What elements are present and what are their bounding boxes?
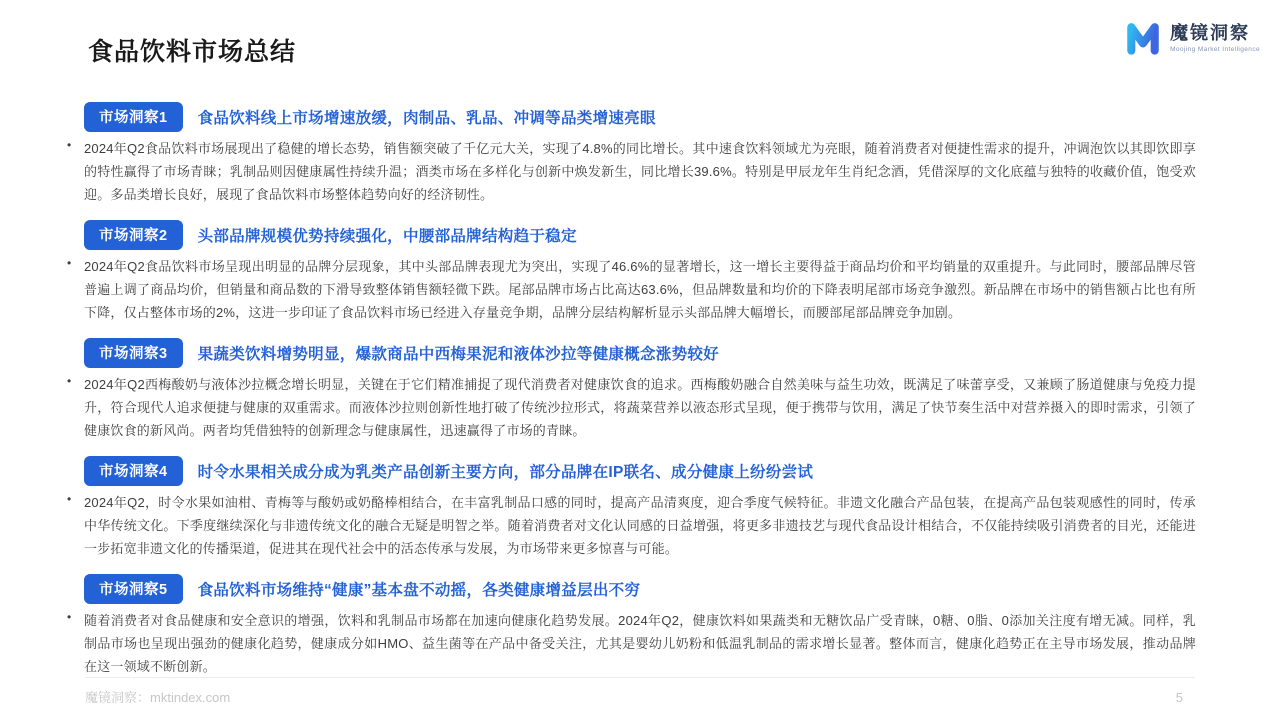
insight-paragraph: 2024年Q2西梅酸奶与液体沙拉概念增长明显，关键在于它们精准捕捉了现代消费者对健康饮食的追求。西梅酸奶融合自然美味与益生功效，既满足了味蕾享受，又兼顾了肠道健康与免疫力提升，符合现代人追求便捷与健康的双重需求。而液体沙拉则创新性地打破了传统沙拉形式，将蔬菜营养以液态形式呈现，便于携带与饮用，满足了快节奏生活中对营养摄入的即时需求，引领了健康饮食的新风尚。两者均凭借独特的创新理念与健康属性，迅速赢得了市场的青睐。: [84, 377, 1196, 438]
insight-badge: 市场洞察2: [84, 220, 183, 250]
insight-paragraph: 随着消费者对食品健康和安全意识的增强，饮料和乳制品市场都在加速向健康化趋势发展。2024年Q2，健康饮料如果蔬类和无糖饮品广受青睐，0糖、0脂、0添加关注度有增无减。同样，乳制品市场也呈现出强劲的健康化趋势，健康成分如HMO、益生菌等在产品中备受关注，尤其是婴幼儿奶粉和低温乳制品的需求增长显著。整体而言，健康化趋势正在主导市场发展，推动品牌在这一领域不断创新。: [84, 613, 1196, 674]
bullet-icon: •: [67, 374, 72, 388]
insight-section-4: [67, 456, 1196, 560]
footer-url-link[interactable]: mktindex.com: [150, 690, 231, 705]
insight-header: [84, 574, 1196, 604]
page-number: 5: [1175, 690, 1183, 705]
bullet-icon: •: [67, 492, 72, 506]
logo-brand-name: 魔镜洞察: [1170, 22, 1251, 43]
insight-paragraph: 2024年Q2，时令水果如油柑、青梅等与酸奶或奶酪棒相结合，在丰富乳制品口感的同时，提高产品清爽度，迎合季度气候特征。非遗文化融合产品包装，在提高产品包装观感性的同时，传承中华传统文化。下季度继续深化与非遗传统文化的融合无疑是明智之举。随着消费者对文化认同感的日益增强，将更多非遗技艺与现代食品设计相结合，不仅能持续吸引消费者的目光，还能进一步拓宽非遗文化的传播渠道，促进其在现代社会中的活态传承与发展，为市场带来更多惊喜与可能。: [84, 495, 1196, 556]
insight-header: [84, 456, 1196, 486]
insight-section-2: [67, 220, 1196, 324]
insight-badge: 市场洞察3: [84, 338, 183, 368]
insight-headline: 头部品牌规模优势持续强化，中腰部品牌结构趋于稳定: [197, 228, 577, 245]
logo-subtitle: Moojing Market Intelligence: [1170, 45, 1260, 53]
insight-body: [65, 491, 1196, 560]
moojing-m-logo-icon: [1124, 20, 1162, 56]
insight-header: [84, 220, 1196, 250]
insight-headline: 时令水果相关成分成为乳类产品创新主要方向，部分品牌在IP联名、成分健康上纷纷尝试: [197, 464, 814, 481]
insight-body: [65, 609, 1196, 678]
insight-headline: 果蔬类饮料增势明显，爆款商品中西梅果泥和液体沙拉等健康概念涨势较好: [197, 346, 719, 363]
insight-paragraph: 2024年Q2食品饮料市场呈现出明显的品牌分层现象，其中头部品牌表现尤为突出，实现了46.6%的显著增长，这一增长主要得益于商品均价和平均销量的双重提升。与此同时，腰部品牌尽管普遍上调了商品均价，但销量和商品数的下滑导致整体销售额轻微下跌。尾部品牌市场占比高达63.6%，但品牌数量和均价的下降表明尾部市场竞争激烈。新品牌在市场中的销售额占比也有所下降，仅占整体市场的2%，这进一步印证了食品饮料市场已经进入存量竞争期，品牌分层结构解析显示头部品牌大幅增长，而腰部尾部品牌竞争加剧。: [84, 259, 1196, 320]
brand-logo: [1124, 20, 1260, 56]
insight-badge: 市场洞察4: [84, 456, 183, 486]
logo-text: [1170, 23, 1260, 53]
insight-body: [65, 137, 1196, 206]
insight-badge: 市场洞察5: [84, 574, 183, 604]
footer-source-label: 魔镜洞察：: [85, 690, 151, 705]
bullet-icon: •: [67, 256, 72, 270]
insight-paragraph: 2024年Q2食品饮料市场展现出了稳健的增长态势，销售额突破了千亿元大关，实现了4.8%的同比增长。其中速食饮料领域尤为亮眼，随着消费者对便捷性需求的提升，冲调泡饮以其即饮即享的特性赢得了市场青睐；乳制品则因健康属性持续升温；酒类市场在多样化与创新中焕发新生，同比增长39.6%。特别是甲辰龙年生肖纪念酒，凭借深厚的文化底蕴与独特的收藏价值，饱受欢迎。多品类增长良好，展现了食品饮料市场整体趋势向好的经济韧性。: [84, 141, 1196, 202]
insight-header: [84, 102, 1196, 132]
bullet-icon: •: [67, 138, 72, 152]
footer-source: [85, 687, 230, 706]
insight-headline: 食品饮料线上市场增速放缓，肉制品、乳品、冲调等品类增速亮眼: [197, 110, 656, 127]
footer: [85, 677, 1195, 706]
insight-section-3: [67, 338, 1196, 442]
insight-headline: 食品饮料市场维持“健康”基本盘不动摇，各类健康增益层出不穷: [197, 582, 641, 599]
insight-body: [65, 373, 1196, 442]
insight-section-1: [67, 102, 1196, 206]
insight-body: [65, 255, 1196, 324]
page-title: 食品饮料市场总结: [88, 38, 297, 66]
insight-section-5: [67, 574, 1196, 678]
insight-badge: 市场洞察1: [84, 102, 183, 132]
insight-header: [84, 338, 1196, 368]
bullet-icon: •: [67, 610, 72, 624]
